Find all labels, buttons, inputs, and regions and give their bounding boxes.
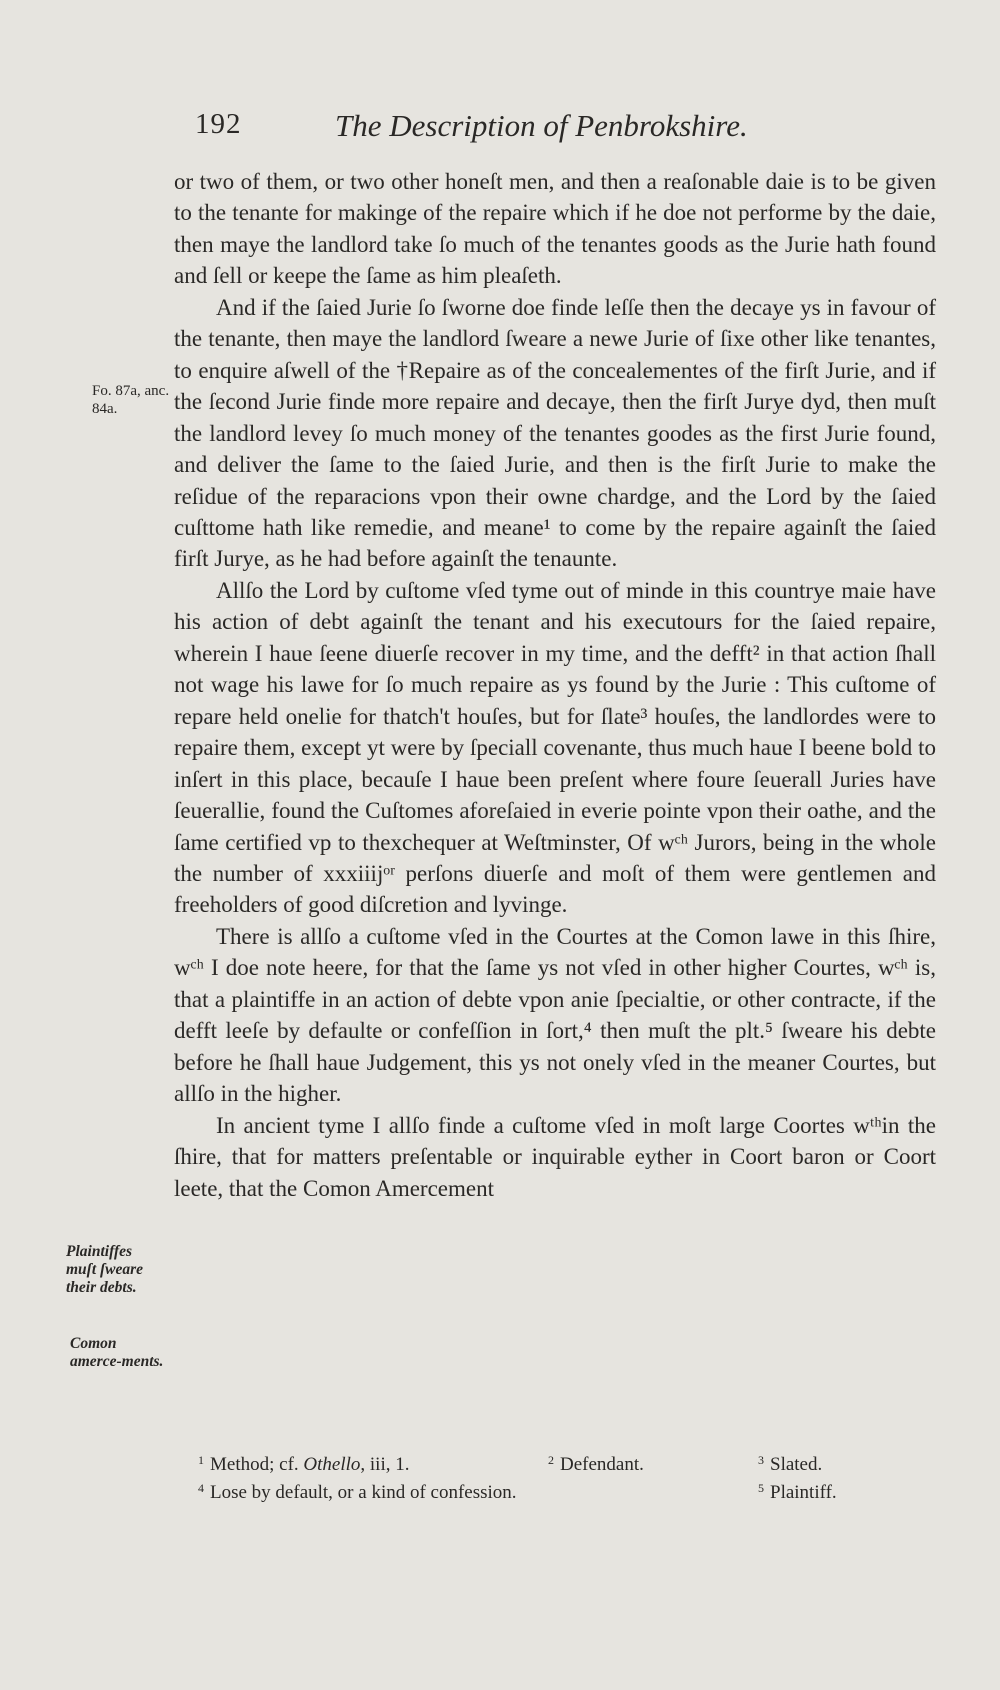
body-text xyxy=(174,166,936,1204)
footnote-4 xyxy=(198,1474,517,1507)
margin-note-comon-amercements: Comon amerce-ments. xyxy=(70,1335,164,1370)
footnote-5 xyxy=(758,1474,837,1507)
footnote-1-number: 1 xyxy=(198,1453,204,1467)
paragraph-3: Allſo the Lord by cuſtome vſed tyme out of minde in this countrye maie have his action of debt againſt the tenant and his executours for the ſaied repaire, wherein I haue ſeene diuerſe recover in my time, and the defft² in that action ſhall not wage his lawe for ſo much repaire as ys found by the Jurie : This cuſtome of repare held onelie for thatch't houſes, but for ſlate³ houſes, the landlordes were to repaire them, except yt were by ſpeciall covenante, thus much haue I beene bold to inſert in this place, becauſe I haue been preſent where foure ſeuerall Juries have ſeuerallie, found the Cuſtomes aforeſaied in everie pointe vpon their oathe, and the ſame certified vp to thexchequer at Weſtminster, Of wᶜʰ Jurors, being in the whole the number of xxxiiijᵒʳ perſons diuerſe and moſt of them were gentlemen and freeholders of good diſcretion and lyvinge. xyxy=(174,577,936,918)
page-number: 192 xyxy=(195,108,242,140)
margin-folio-reference: Fo. 87a, anc. 84a. xyxy=(92,383,170,417)
footnote-2-number: 2 xyxy=(548,1453,554,1467)
footnote-1-title: Othello xyxy=(303,1454,361,1475)
paragraph-4: There is allſo a cuſtome vſed in the Courtes at the Comon lawe in this ſhire, wᶜʰ I doe note heere, for that the ſame ys not vſed in other higher Courtes, wᶜʰ is, that a plaintiffe in an action of debte vpon anie ſpecialtie, or other contracte, if the defft leeſe by defaulte or confeſſion in ſort,⁴ then muſt the plt.⁵ ſweare his debte before he ſhall haue Judgement, this ys not onely vſed in the meaner Courtes, but allſo in the higher. xyxy=(174,923,936,1107)
footnote-3-text: Slated. xyxy=(770,1454,823,1475)
paragraph-2: And if the ſaied Jurie ſo ſworne doe finde leſſe then the decaye ys in favour of the tenante, then maye the landlord ſweare a newe Jurie of ſixe other like tenantes, to enquire aſwell of the †Repaire as of the concealementes of the firſt Jurie, and if the ſecond Jurie finde more repaire and decaye, then the firſt Jurye dyd, then muſt the landlord levey ſo much money of the tenantes goodes as the first Jurie found, and deliver the ſame to the ſaied Jurie, and then is the firſt Jurie to make the reſidue of the reparacions vpon their owne chardge, and the Lord by the ſaied cuſttome hath like remedie, and meane¹ to come by the repaire againſt the ſaied firſt Jurye, as he had before againſt the tenaunte. xyxy=(174,294,936,572)
footnote-1-text: Method; cf. xyxy=(210,1454,299,1475)
paragraph-1: or two of them, or two other honeſt men, and then a reaſonable daie is to be given to the tenante for makinge of the repaire which if he doe not performe by the daie, then maye the landlord take ſo much of the tenantes goods as the Jurie hath found and ſell or keepe the ſame as him pleaſeth. xyxy=(174,169,936,289)
footnote-5-text: Plaintiff. xyxy=(770,1482,837,1503)
footnote-1-text-after: , iii, 1. xyxy=(360,1454,410,1475)
footnote-2 xyxy=(548,1446,644,1479)
footnote-4-text: Lose by default, or a kind of confession. xyxy=(210,1482,517,1503)
paragraph-5: In ancient tyme I allſo finde a cuſtome vſed in moſt large Coortes wᵗʰin the ſhire, that for matters preſentable or inquirable eyther in Coort baron or Coort leete, that the Comon Amercement xyxy=(174,1112,936,1201)
footnote-4-number: 4 xyxy=(198,1481,204,1495)
margin-note-plaintiffes: Plaintiffes muſt ſweare their debts. xyxy=(66,1243,144,1296)
footnote-3-number: 3 xyxy=(758,1453,764,1467)
running-title: The Description of Penbrokshire. xyxy=(335,108,748,143)
footnote-2-text: Defendant. xyxy=(560,1454,644,1475)
footnote-5-number: 5 xyxy=(758,1481,764,1495)
page-header xyxy=(195,108,775,150)
